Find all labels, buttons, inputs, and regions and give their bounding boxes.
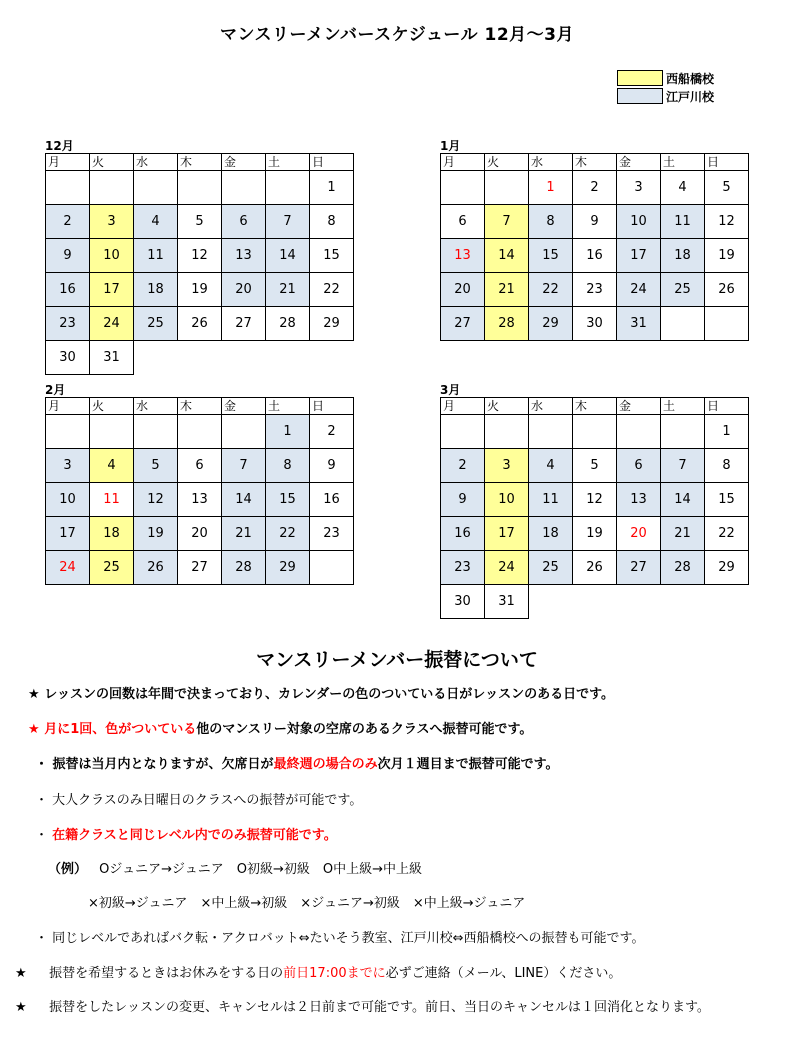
calendar-empty-cell [222,415,266,449]
calendar-day: 16 [46,273,90,307]
calendar-day: 20 [178,517,222,551]
calendar-day: 4 [134,205,178,239]
rule-text: 他のマンスリー対象の空席のあるクラスへ振替可能です。 [196,722,533,737]
month-label: 1月 [440,139,461,153]
week-row [441,307,749,341]
calendar-day: 1 [529,171,573,205]
calendar-day: 8 [310,205,354,239]
weekday-header: 月 [441,398,485,415]
calendar-empty-cell [134,171,178,205]
calendar-empty-cell [266,171,310,205]
legend-item-edogawa [617,87,714,105]
calendar-spacer [661,585,705,619]
weekday-header-row [441,154,749,171]
calendar-day: 31 [617,307,661,341]
calendar-day: 8 [705,449,749,483]
calendar-empty-cell [310,551,354,585]
calendar-day: 9 [46,239,90,273]
weekday-header: 金 [222,398,266,415]
calendar-day: 24 [617,273,661,307]
calendar-day: 3 [485,449,529,483]
calendar-spacer [222,341,266,375]
legend-swatch-nishifunabashi [617,70,663,86]
calendar-day: 30 [441,585,485,619]
calendar-day: 14 [266,239,310,273]
calendar-day: 25 [661,273,705,307]
calendar-day: 25 [90,551,134,585]
calendar-day: 12 [573,483,617,517]
rule-lesson-count [28,683,614,702]
rule-example-ok [48,858,422,877]
week-row [441,483,749,517]
calendar-day: 15 [529,239,573,273]
calendar-day: 11 [134,239,178,273]
rule-text: レッスンの回数は年間で決まっており、カレンダーの色のついている日がレッスンのある日です。 [44,687,615,702]
week-row [46,517,354,551]
calendar-day: 6 [441,205,485,239]
calendar-grid [440,397,749,619]
calendar-day: 23 [441,551,485,585]
calendar-day: 3 [90,205,134,239]
calendar-empty-cell [441,171,485,205]
calendar-day: 21 [266,273,310,307]
calendar-day: 10 [485,483,529,517]
weekday-header-row [46,398,354,415]
calendar-day: 24 [485,551,529,585]
calendar-day: 6 [617,449,661,483]
rule-monthly-transfer [28,718,532,737]
calendar-day: 8 [266,449,310,483]
rule-text-highlight: 前日17:00までに [283,966,386,981]
rule-cancellation [15,996,710,1015]
calendar-spacer [705,585,749,619]
calendar-day: 18 [90,517,134,551]
weekday-header: 木 [573,154,617,171]
calendar-day: 5 [705,171,749,205]
calendar-day: 4 [90,449,134,483]
weekday-header: 日 [310,398,354,415]
weekday-header: 金 [617,154,661,171]
calendar-empty-cell [617,415,661,449]
weekday-header: 火 [485,398,529,415]
week-row [46,341,354,375]
calendar-empty-cell [134,415,178,449]
calendar-day: 6 [222,205,266,239]
calendar-empty-cell [573,415,617,449]
week-row [441,273,749,307]
calendar-empty-cell [705,307,749,341]
calendar-spacer [617,585,661,619]
legend-item-nishifunabashi [617,69,714,87]
rule-text: 振替を希望するときはお休みをする日の [49,966,284,981]
rule-text: 必ずご連絡（メール、LINE）ください。 [385,966,622,981]
calendar-day: 17 [485,517,529,551]
weekday-header: 土 [266,154,310,171]
calendar-day: 13 [178,483,222,517]
star-icon: ★ [28,687,40,702]
calendar-day: 2 [573,171,617,205]
calendar-empty-cell [485,415,529,449]
calendar-day: 17 [90,273,134,307]
calendar-empty-cell [441,415,485,449]
weekday-header: 日 [705,154,749,171]
rule-text: 振替は当月内となりますが、欠席日が [52,757,274,772]
example-label: （例） [48,862,88,877]
page-title: マンスリーメンバースケジュール 12月～3月 [220,25,574,45]
calendar-day: 1 [705,415,749,449]
week-row [46,551,354,585]
calendar-grid [440,153,749,341]
calendar-empty-cell [178,171,222,205]
rule-text: Oジュニア→ジュニア O初級→初級 O中上級→中上級 [99,862,423,877]
calendar-empty-cell [485,171,529,205]
calendar-day: 30 [573,307,617,341]
calendar-day: 17 [617,239,661,273]
rule-text: 振替をしたレッスンの変更、キャンセルは２日前まで可能です。前日、当日のキャンセルは１回消化となります。 [49,1000,710,1015]
calendar-day: 16 [441,517,485,551]
calendar-empty-cell [661,415,705,449]
rule-text-highlight: 最終週の場合のみ [273,757,378,772]
calendar-grid [45,397,354,585]
calendar-day: 11 [529,483,573,517]
rule-same-level [35,824,337,843]
calendar-spacer [573,585,617,619]
month-label: 2月 [45,383,66,397]
calendar-day: 13 [222,239,266,273]
star-icon: ★ [15,1000,27,1015]
calendar-day: 14 [222,483,266,517]
calendar-day: 24 [90,307,134,341]
bullet-icon: ・ [35,828,49,843]
calendar-march [440,383,749,619]
calendar-day: 11 [661,205,705,239]
calendar-grid [45,153,354,375]
weekday-header: 土 [266,398,310,415]
calendar-day: 12 [705,205,749,239]
calendar-day: 26 [705,273,749,307]
rule-text-highlight: 在籍クラスと同じレベル内でのみ振替可能です。 [52,828,337,843]
calendar-day: 25 [529,551,573,585]
week-row [441,239,749,273]
calendar-day: 26 [178,307,222,341]
calendar-day: 26 [573,551,617,585]
weekday-header-row [441,398,749,415]
calendar-day: 3 [46,449,90,483]
calendar-spacer [266,341,310,375]
calendar-day: 5 [134,449,178,483]
calendar-day: 27 [178,551,222,585]
week-row [46,239,354,273]
calendar-day: 2 [46,205,90,239]
calendar-day: 6 [178,449,222,483]
calendar-day: 27 [441,307,485,341]
calendar-day: 8 [529,205,573,239]
calendar-day: 2 [441,449,485,483]
calendar-day: 19 [178,273,222,307]
calendar-day: 13 [441,239,485,273]
rule-text: 同じレベルであればバク転・アクロバット⇔たいそう教室、江戸川校⇔西船橋校への振替も可能です。 [52,931,645,946]
week-row [441,171,749,205]
calendar-empty-cell [529,415,573,449]
star-icon: ★ [15,966,27,981]
calendar-day: 5 [573,449,617,483]
calendar-day: 16 [310,483,354,517]
calendar-day: 9 [573,205,617,239]
calendar-day: 28 [222,551,266,585]
calendar-day: 29 [705,551,749,585]
calendar-day: 22 [529,273,573,307]
calendar-empty-cell [90,171,134,205]
calendar-spacer [310,341,354,375]
month-label: 3月 [440,383,461,397]
week-row [46,307,354,341]
weekday-header: 木 [573,398,617,415]
calendar-spacer [529,585,573,619]
calendar-january [440,139,749,341]
calendar-day: 23 [46,307,90,341]
calendar-day: 18 [134,273,178,307]
calendar-day: 7 [222,449,266,483]
calendar-day: 28 [661,551,705,585]
week-row [441,449,749,483]
bullet-icon: ・ [35,793,49,808]
rule-adult-sunday [35,789,362,808]
calendar-day: 18 [661,239,705,273]
calendar-day: 29 [266,551,310,585]
bullet-icon: ・ [35,931,49,946]
calendar-day: 4 [529,449,573,483]
calendar-day: 9 [310,449,354,483]
calendar-day: 20 [441,273,485,307]
calendar-day: 19 [134,517,178,551]
calendar-day: 24 [46,551,90,585]
weekday-header: 土 [661,398,705,415]
week-row [46,205,354,239]
calendar-day: 28 [485,307,529,341]
calendar-day: 5 [178,205,222,239]
calendar-day: 13 [617,483,661,517]
weekday-header-row [46,154,354,171]
weekday-header: 水 [134,154,178,171]
calendar-day: 7 [266,205,310,239]
calendar-day: 21 [485,273,529,307]
calendar-day: 9 [441,483,485,517]
calendar-day: 21 [661,517,705,551]
calendar-day: 10 [46,483,90,517]
weekday-header: 土 [661,154,705,171]
calendar-day: 22 [705,517,749,551]
weekday-header: 火 [485,154,529,171]
calendar-february [45,383,354,585]
calendar-day: 2 [310,415,354,449]
calendar-day: 25 [134,307,178,341]
rule-text-highlight: 月に1回、色がついている [44,722,197,737]
weekday-header: 金 [222,154,266,171]
weekday-header: 日 [310,154,354,171]
rule-text: ×初級→ジュニア ×中上級→初級 ×ジュニア→初級 ×中上級→ジュニア [88,896,526,911]
calendar-day: 29 [529,307,573,341]
rule-example-ng [88,892,525,911]
week-row [441,551,749,585]
weekday-header: 水 [134,398,178,415]
calendar-day: 12 [134,483,178,517]
weekday-header: 木 [178,398,222,415]
calendar-empty-cell [661,307,705,341]
section-title: マンスリーメンバー振替について [256,649,538,671]
calendar-day: 22 [310,273,354,307]
calendar-day: 7 [485,205,529,239]
rule-contact-deadline [15,962,621,981]
calendar-day: 12 [178,239,222,273]
weekday-header: 月 [441,154,485,171]
calendar-day: 22 [266,517,310,551]
calendar-day: 1 [310,171,354,205]
weekday-header: 火 [90,398,134,415]
calendar-day: 15 [310,239,354,273]
week-row [441,415,749,449]
week-row [441,517,749,551]
weekday-header: 月 [46,398,90,415]
calendar-day: 7 [661,449,705,483]
calendar-day: 15 [266,483,310,517]
calendar-day: 20 [222,273,266,307]
week-row [441,205,749,239]
rule-cross-school [35,927,645,946]
week-row [46,415,354,449]
calendar-day: 27 [617,551,661,585]
weekday-header: 日 [705,398,749,415]
calendar-empty-cell [46,171,90,205]
calendar-day: 27 [222,307,266,341]
calendar-day: 19 [573,517,617,551]
calendar-day: 18 [529,517,573,551]
weekday-header: 水 [529,154,573,171]
star-icon: ★ [28,722,40,737]
calendar-day: 10 [617,205,661,239]
calendar-day: 19 [705,239,749,273]
calendar-day: 21 [222,517,266,551]
calendar-day: 31 [485,585,529,619]
calendar-day: 3 [617,171,661,205]
weekday-header: 木 [178,154,222,171]
calendar-empty-cell [178,415,222,449]
weekday-header: 水 [529,398,573,415]
calendar-day: 26 [134,551,178,585]
calendar-empty-cell [90,415,134,449]
weekday-header: 金 [617,398,661,415]
calendar-day: 23 [310,517,354,551]
calendar-day: 23 [573,273,617,307]
calendar-spacer [134,341,178,375]
week-row [46,273,354,307]
week-row [46,449,354,483]
calendar-day: 15 [705,483,749,517]
calendar-day: 14 [661,483,705,517]
weekday-header: 月 [46,154,90,171]
rule-text: 次月１週目まで振替可能です。 [377,757,559,772]
legend-swatch-edogawa [617,88,663,104]
legend-label: 西船橋校 [666,71,715,86]
calendar-empty-cell [222,171,266,205]
calendar-day: 29 [310,307,354,341]
rule-transfer-period [35,753,559,772]
calendar-empty-cell [46,415,90,449]
month-label: 12月 [45,139,74,153]
calendar-day: 10 [90,239,134,273]
calendar-day: 1 [266,415,310,449]
calendar-day: 30 [46,341,90,375]
calendar-day: 4 [661,171,705,205]
calendar-day: 31 [90,341,134,375]
calendar-day: 28 [266,307,310,341]
week-row [46,171,354,205]
legend-label: 江戸川校 [666,89,715,104]
calendar-day: 17 [46,517,90,551]
rule-text: 大人クラスのみ日曜日のクラスへの振替が可能です。 [52,793,363,808]
calendar-december [45,139,354,375]
calendar-day: 11 [90,483,134,517]
calendar-spacer [178,341,222,375]
bullet-icon: ・ [35,757,49,772]
week-row [441,585,749,619]
calendar-day: 20 [617,517,661,551]
weekday-header: 火 [90,154,134,171]
week-row [46,483,354,517]
legend [617,69,714,105]
calendar-day: 14 [485,239,529,273]
calendar-day: 16 [573,239,617,273]
